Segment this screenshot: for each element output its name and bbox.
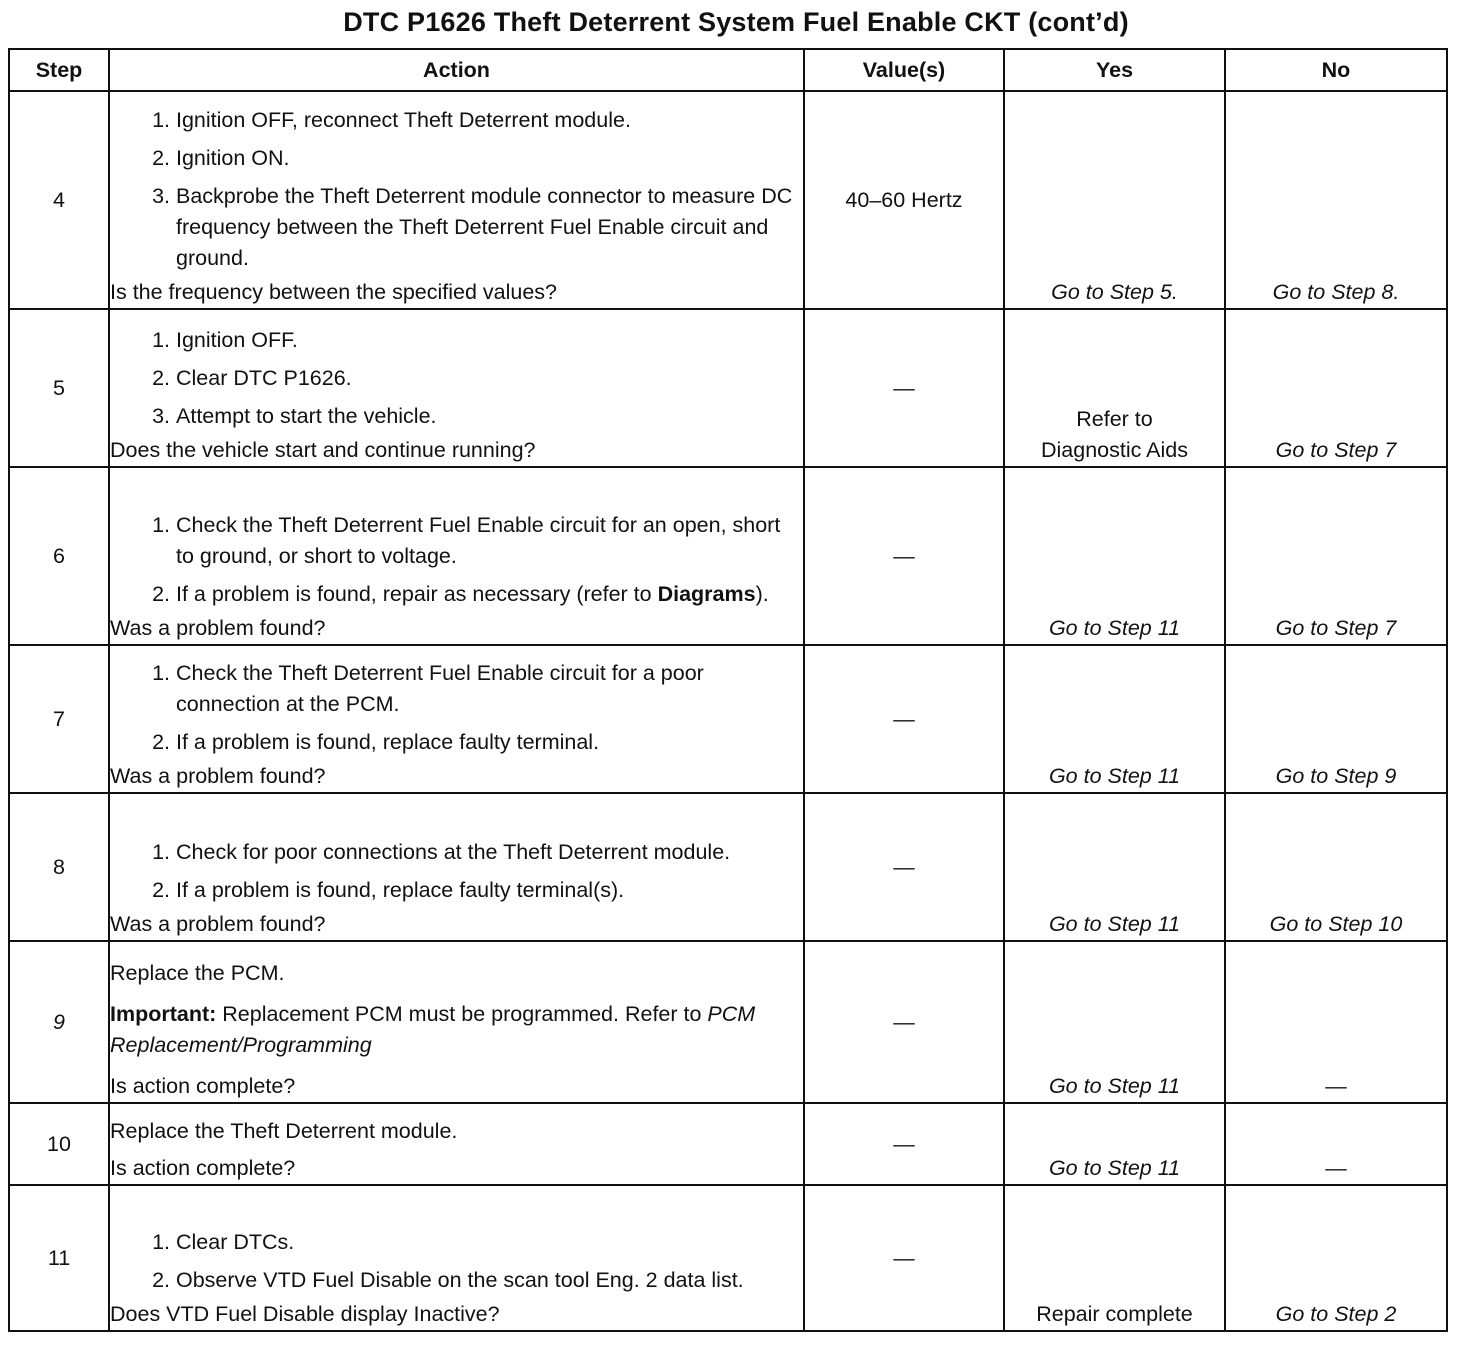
yes-cell: Go to Step 5.: [1004, 91, 1225, 309]
no-cell: Go to Step 10: [1225, 793, 1447, 941]
value-cell: 40–60 Hertz: [804, 91, 1004, 309]
question-text: Is action complete?: [110, 1074, 296, 1098]
list-item: [110, 1227, 803, 1258]
item-number: 1.: [152, 840, 170, 864]
table-row: [9, 1185, 1447, 1331]
list-item: [110, 105, 803, 136]
item-text: Check the Theft Deterrent Fuel Enable circuit for a poor connection at the PCM.: [176, 661, 704, 716]
item-number: 1.: [152, 661, 170, 685]
no-cell: —: [1225, 941, 1447, 1103]
action-list: [110, 1227, 803, 1296]
important-note: [110, 999, 803, 1061]
list-item: [110, 401, 803, 432]
step-number: 4: [9, 91, 109, 309]
item-text: ).: [755, 582, 769, 606]
list-item: [110, 1265, 803, 1296]
important-label: Important:: [110, 1002, 217, 1026]
item-number: 1.: [152, 328, 170, 352]
action-cell: [109, 1185, 804, 1331]
item-number: 2.: [152, 1268, 170, 1292]
table-header-row: [9, 49, 1447, 91]
action-text: Replace the Theft Deterrent module.: [110, 1119, 458, 1143]
header-step: Step: [9, 49, 109, 91]
item-text: Ignition ON.: [176, 146, 290, 170]
yes-cell: Go to Step 11: [1004, 793, 1225, 941]
item-text: Backprobe the Theft Deterrent module connector to measure DC frequency between the Theft Deterrent Fuel Enable circuit and ground.: [176, 184, 793, 270]
step-number: 11: [9, 1185, 109, 1331]
list-item: [110, 363, 803, 394]
yes-cell: Go to Step 11: [1004, 941, 1225, 1103]
item-text-bold: Diagrams: [657, 582, 756, 606]
item-number: 1.: [152, 513, 170, 537]
item-text: Ignition OFF, reconnect Theft Deterrent module.: [176, 108, 631, 132]
step-number: 6: [9, 467, 109, 645]
value-cell: —: [804, 793, 1004, 941]
page-title: DTC P1626 Theft Deterrent System Fuel Enable CKT (cont’d): [343, 7, 1129, 37]
list-item: [110, 658, 803, 720]
item-number: 3.: [152, 184, 170, 208]
item-number: 2.: [152, 730, 170, 754]
dtc-table: [8, 48, 1448, 1332]
important-text: Replacement PCM must be programmed. Refer to: [216, 1002, 708, 1026]
step-number: 5: [9, 309, 109, 467]
item-number: 2.: [152, 878, 170, 902]
value-cell: —: [804, 1185, 1004, 1331]
no-cell: Go to Step 7: [1225, 467, 1447, 645]
value-cell: —: [804, 645, 1004, 793]
table-row: [9, 941, 1447, 1103]
list-item: [110, 181, 803, 274]
action-cell: [109, 793, 804, 941]
yes-line: Refer to: [1076, 407, 1153, 431]
item-text: Clear DTCs.: [176, 1230, 295, 1254]
list-item: [110, 510, 803, 572]
action-list: [110, 105, 803, 274]
header-values: Value(s): [804, 49, 1004, 91]
yes-cell: Go to Step 11: [1004, 1103, 1225, 1185]
table-row: [9, 467, 1447, 645]
question-text: Is the frequency between the specified values?: [110, 280, 558, 304]
action-cell: [109, 309, 804, 467]
header-action: Action: [109, 49, 804, 91]
list-item: [110, 727, 803, 758]
action-list: [110, 510, 803, 610]
item-text: If a problem is found, replace faulty terminal(s).: [176, 878, 625, 902]
no-cell: Go to Step 8.: [1225, 91, 1447, 309]
action-list: [110, 837, 803, 906]
table-row: [9, 309, 1447, 467]
value-cell: —: [804, 309, 1004, 467]
yes-cell: Go to Step 11: [1004, 467, 1225, 645]
value-cell: —: [804, 467, 1004, 645]
no-cell: Go to Step 9: [1225, 645, 1447, 793]
item-text: If a problem is found, repair as necessary (refer to: [176, 582, 658, 606]
list-item: [110, 875, 803, 906]
table-row: [9, 645, 1447, 793]
action-cell: [109, 91, 804, 309]
yes-cell: [1004, 309, 1225, 467]
step-number: 8: [9, 793, 109, 941]
action-list: [110, 325, 803, 432]
step-number: 9: [9, 941, 109, 1103]
action-text: Replace the PCM.: [110, 961, 285, 985]
item-text: If a problem is found, replace faulty terminal.: [176, 730, 600, 754]
header-yes: Yes: [1004, 49, 1225, 91]
table-row: [9, 1103, 1447, 1185]
item-text: Ignition OFF.: [176, 328, 298, 352]
no-cell: Go to Step 7: [1225, 309, 1447, 467]
action-cell: [109, 467, 804, 645]
question-text: Was a problem found?: [110, 764, 326, 788]
question-text: Was a problem found?: [110, 616, 326, 640]
no-cell: Go to Step 2: [1225, 1185, 1447, 1331]
item-number: 2.: [152, 582, 170, 606]
yes-cell: Go to Step 11: [1004, 645, 1225, 793]
item-text: Observe VTD Fuel Disable on the scan tool Eng. 2 data list.: [176, 1268, 744, 1292]
action-cell: [109, 1103, 804, 1185]
item-number: 2.: [152, 146, 170, 170]
action-cell: [109, 645, 804, 793]
item-number: 1.: [152, 1230, 170, 1254]
reference-link: PCM Replacement/Programming: [110, 1002, 756, 1057]
item-text: Check the Theft Deterrent Fuel Enable circuit for an open, short to ground, or short to voltage.: [176, 513, 781, 568]
item-text: Attempt to start the vehicle.: [176, 404, 437, 428]
yes-line: Diagnostic Aids: [1041, 438, 1188, 462]
table-row: [9, 91, 1447, 309]
item-number: 1.: [152, 108, 170, 132]
yes-cell: Repair complete: [1004, 1185, 1225, 1331]
no-cell: —: [1225, 1103, 1447, 1185]
list-item: [110, 325, 803, 356]
step-number: 10: [9, 1103, 109, 1185]
item-text: Clear DTC P1626.: [176, 366, 352, 390]
table-row: [9, 793, 1447, 941]
action-list: [110, 658, 803, 758]
item-number: 3.: [152, 404, 170, 428]
question-text: Is action complete?: [110, 1156, 296, 1180]
action-cell: [109, 941, 804, 1103]
question-text: Does VTD Fuel Disable display Inactive?: [110, 1302, 500, 1326]
item-text: Check for poor connections at the Theft Deterrent module.: [176, 840, 731, 864]
list-item: [110, 579, 803, 610]
list-item: [110, 837, 803, 868]
value-cell: —: [804, 1103, 1004, 1185]
header-no: No: [1225, 49, 1447, 91]
item-number: 2.: [152, 366, 170, 390]
question-text: Does the vehicle start and continue running?: [110, 438, 536, 462]
value-cell: —: [804, 941, 1004, 1103]
step-number: 7: [9, 645, 109, 793]
list-item: [110, 143, 803, 174]
question-text: Was a problem found?: [110, 912, 326, 936]
